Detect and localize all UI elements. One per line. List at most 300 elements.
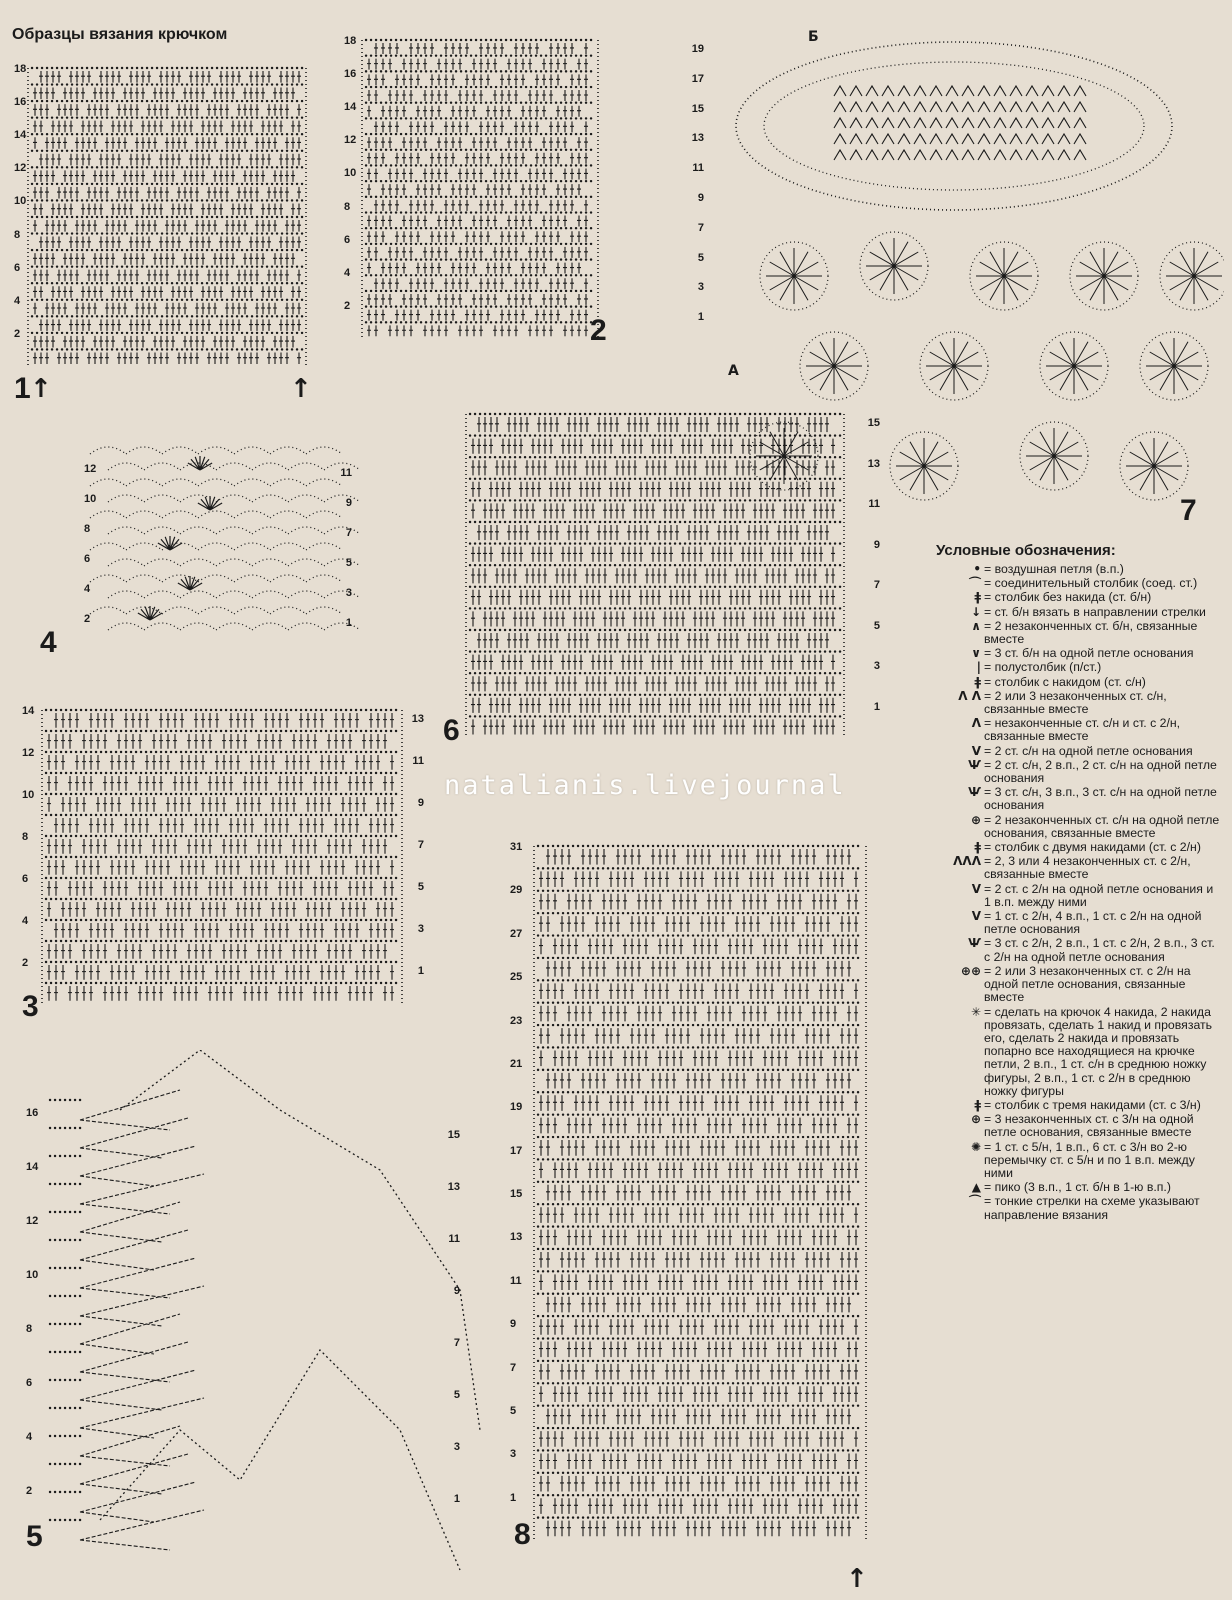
row-number-label: 7: [345, 527, 352, 539]
chart-5: [20, 1050, 490, 1600]
stitch-row: [367, 153, 588, 164]
row-number-label: 16: [14, 96, 27, 109]
stitch-row: [367, 184, 581, 195]
legend-item: [922, 577, 1222, 590]
row-number-label: 27: [510, 927, 523, 940]
stitch-row: [539, 1498, 858, 1514]
arch-row: [108, 559, 360, 566]
motif-spokes: [866, 238, 922, 294]
stitch-row: [539, 1319, 858, 1335]
row-number-label: 16: [26, 1107, 39, 1119]
arch-row: [90, 543, 342, 550]
legend-text: = столбик с двумя накидами (ст. с 2/н): [984, 841, 1201, 854]
row-number-label: 12: [22, 747, 35, 759]
stitch-row: [539, 894, 858, 910]
stitch-row: [834, 134, 1086, 144]
stitch-row: [33, 203, 301, 215]
legend-text: = 3 незаконченных ст. с 3/н на одной петле основания, связанные вместе: [984, 1113, 1222, 1139]
legend-item: [922, 1006, 1222, 1098]
legend-item: [922, 1113, 1222, 1139]
arch-row: [108, 591, 360, 598]
page-title: Образцы вязания крючком: [12, 26, 228, 43]
stitch-row: [546, 1409, 851, 1425]
stitch-row: [471, 719, 835, 734]
stitch-row: [47, 839, 387, 854]
stitch-row: [539, 1364, 858, 1380]
arch-row: [90, 511, 342, 518]
stitch-row: [33, 137, 301, 149]
chart-3-drawing: [22, 704, 424, 1020]
legend-symbol-icon: ✺: [970, 1139, 981, 1154]
stitch-row: [471, 655, 835, 670]
legend-symbol-icon: V: [971, 909, 981, 924]
row-number-label: 5: [510, 1404, 517, 1417]
legend-text: = 2 или 3 незаконченных ст. с 2/н на одной петле основания, связанные вместе: [984, 965, 1222, 1005]
stitch-row: [39, 319, 301, 331]
row-number-label: 7: [510, 1361, 517, 1374]
row-number-label: 15: [447, 1129, 460, 1141]
row-number-label: 13: [510, 1231, 523, 1244]
legend-symbol-icon: V: [971, 743, 981, 758]
arch-row: [108, 463, 360, 470]
row-number-label: 2: [14, 327, 21, 340]
row-number-label: 13: [867, 457, 880, 470]
chart-3: [22, 704, 424, 1020]
stitch-row: [539, 1095, 858, 1111]
stitch-row: [539, 1476, 858, 1492]
row-number-label: 5: [345, 557, 352, 569]
legend-text: = полустолбик (п/ст.): [984, 661, 1101, 674]
row-number-label: 9: [417, 797, 424, 809]
row-number-label: 7: [417, 839, 424, 851]
arch-row: [108, 527, 360, 534]
legend-item: [922, 563, 1222, 576]
stitch-row: [54, 818, 394, 833]
legend-text: = 3 ст. б/н на одной петле основания: [984, 647, 1194, 660]
row-number-label: 10: [26, 1269, 39, 1281]
stitch-row: [471, 460, 835, 475]
legend-symbol-icon: ⌒: [968, 576, 981, 591]
row-number-label: 10: [14, 195, 27, 208]
arch-row: [90, 607, 342, 614]
fan-stitches: [80, 1258, 196, 1298]
row-number-label: 5: [417, 881, 424, 893]
stitch-row: [54, 713, 394, 728]
legend-text: = 1 ст. с 5/н, 1 в.п., 6 ст. с 3/н во 2-ю перемычку ст. с 5/н и по 1 в.п. между ними: [984, 1141, 1222, 1181]
row-number-label: 15: [510, 1188, 523, 1200]
row-number-label: 9: [873, 538, 880, 551]
motif-spokes: [766, 248, 822, 304]
row-number-label: 6: [344, 233, 351, 246]
legend-text: = незаконченные ст. с/н и ст. с 2/н, связанные вместе: [984, 717, 1222, 743]
chart-8-drawing: [510, 840, 890, 1560]
motif-spokes: [976, 248, 1032, 304]
chart-1-drawing: [14, 60, 314, 390]
row-number-label: 17: [510, 1144, 523, 1157]
row-number-label: 6: [22, 873, 29, 885]
fan-stitches: [80, 1510, 204, 1550]
stitch-row: [546, 1521, 851, 1537]
stitch-row: [33, 121, 301, 133]
legend-text: = соединительный столбик (соед. ст.): [984, 577, 1197, 590]
legend-item: [922, 814, 1222, 840]
legend-text: = воздушная петля (в.п.): [984, 563, 1124, 576]
row-number-label: 14: [22, 705, 35, 717]
chart-4: [60, 440, 360, 660]
row-number-label: 12: [344, 134, 357, 147]
stitch-row: [47, 860, 394, 875]
stitch-row: [33, 170, 295, 182]
row-number-label: 4: [344, 266, 351, 279]
stitch-row: [367, 90, 588, 101]
motif-spokes: [1126, 438, 1182, 494]
fan-stitches: [80, 1426, 180, 1466]
stitch-row: [477, 417, 829, 432]
stitch-row: [539, 1453, 858, 1469]
chart-4-drawing: [60, 440, 360, 660]
legend-symbol-icon: ǂ: [974, 840, 981, 855]
row-number-label: 9: [453, 1285, 460, 1297]
stitch-row: [546, 1073, 851, 1089]
legend-item: [922, 965, 1222, 1005]
legend: [922, 542, 1222, 1223]
motif-spokes: [926, 338, 982, 394]
stitch-row: [539, 1431, 858, 1447]
legend-text: = 2 незаконченных ст. б/н, связанные вместе: [984, 620, 1222, 646]
legend-symbol-icon: ⊕⊕: [960, 963, 981, 978]
row-number-label: 10: [22, 789, 35, 801]
row-number-label: 10: [344, 167, 357, 180]
arrow-b-label: Б: [808, 29, 819, 45]
legend-item: [922, 690, 1222, 716]
legend-item: [922, 1181, 1222, 1194]
motif-spokes: [1026, 428, 1082, 484]
stitch-row: [539, 939, 858, 955]
stitch-row: [367, 294, 588, 305]
legend-text: = столбик без накида (ст. б/н): [984, 591, 1151, 604]
motif-spokes: [1046, 338, 1102, 394]
stitch-row: [39, 154, 301, 166]
stitch-row: [539, 1028, 858, 1044]
row-number-label: 1: [510, 1491, 517, 1504]
stitch-row: [367, 59, 588, 70]
stitch-row: [47, 965, 394, 980]
legend-item: [922, 591, 1222, 604]
stitch-row: [367, 216, 588, 227]
row-number-label: 31: [510, 841, 523, 853]
arch-row: [90, 575, 342, 582]
chart-5-number: 5: [26, 1520, 43, 1553]
legend-item: [922, 676, 1222, 689]
legend-symbol-icon: ǂ: [974, 674, 981, 689]
row-number-label: 7: [873, 579, 880, 591]
row-number-label: 3: [453, 1441, 460, 1453]
row-number-label: 13: [447, 1181, 460, 1193]
motif-spokes: [1076, 248, 1132, 304]
stitch-row: [33, 286, 301, 298]
stitch-row: [546, 1185, 851, 1201]
row-number-label: 12: [14, 162, 27, 175]
stitch-row: [539, 1252, 858, 1268]
stitch-row: [39, 237, 301, 249]
legend-item: [922, 855, 1222, 881]
legend-text: = пико (3 в.п., 1 ст. б/н в 1-ю в.п.): [984, 1181, 1171, 1194]
chart-2-drawing: [344, 30, 704, 350]
row-number-label: 18: [14, 63, 27, 75]
legend-symbol-icon: V: [971, 881, 981, 896]
fan-stitches: [80, 1286, 204, 1326]
legend-title: Условные обозначения:: [936, 542, 1116, 559]
stitch-row: [471, 439, 835, 454]
legend-text: = 3 ст. с/н, 3 в.п., 3 ст. с/н на одной петле основания: [984, 786, 1222, 812]
row-number-label: 11: [340, 467, 352, 479]
stitch-row: [367, 106, 581, 117]
row-number-label: 2: [26, 1485, 33, 1497]
legend-symbol-icon: ΛΛΛ: [953, 854, 981, 869]
row-number-label: 9: [697, 192, 704, 204]
legend-symbol-icon: ∧: [971, 618, 981, 633]
stitch-row: [33, 336, 295, 348]
legend-symbol-icon: ⊕: [970, 1112, 981, 1127]
legend-symbol-icon: ǂ: [974, 1097, 981, 1112]
legend-text: = 3 ст. с 2/н, 2 в.п., 1 ст. с 2/н, 2 в.п., 3 ст. с 2/н на одной петле основания: [984, 937, 1222, 963]
row-number-label: 4: [84, 583, 91, 595]
legend-item: [922, 1141, 1222, 1181]
legend-item: [922, 717, 1222, 743]
row-number-label: 11: [692, 162, 704, 175]
motif-spokes: [1166, 248, 1222, 304]
stitch-row: [47, 734, 387, 749]
row-number-label: 7: [697, 221, 704, 234]
chart-5-drawing: [20, 1050, 490, 1600]
stitch-row: [367, 168, 588, 179]
stitch-row: [367, 137, 588, 148]
stitch-row: [33, 104, 301, 116]
fan-motif: [178, 576, 202, 590]
stitch-row: [471, 611, 835, 626]
row-number-label: 11: [448, 1233, 460, 1245]
row-number-label: 7: [453, 1337, 460, 1349]
fan-stitches: [80, 1482, 196, 1522]
stitch-row: [367, 74, 588, 85]
chart-8-number: 8: [514, 1518, 531, 1551]
legend-item: [922, 786, 1222, 812]
legend-text: = столбик с накидом (ст. с/н): [984, 676, 1146, 689]
arch-row: [108, 623, 360, 630]
stitch-row: [374, 200, 588, 211]
row-number-label: 1: [697, 311, 704, 324]
row-number-label: 19: [691, 43, 704, 55]
stitch-row: [539, 916, 858, 932]
stitch-row: [367, 231, 588, 242]
row-number-label: 14: [26, 1161, 39, 1173]
row-number-label: 16: [344, 68, 357, 81]
stitch-row: [471, 676, 835, 691]
row-number-label: 8: [22, 831, 29, 843]
stitch-row: [539, 1162, 858, 1178]
fan-stitches: [80, 1370, 196, 1410]
legend-text: = 2 ст. с/н на одной петле основания: [984, 745, 1193, 758]
stitch-row: [471, 568, 835, 583]
legend-symbol-icon: ⊕: [970, 812, 981, 827]
fan-stitches: [80, 1118, 188, 1158]
stitch-row: [47, 776, 394, 791]
row-number-label: 8: [344, 200, 351, 213]
row-number-label: 19: [510, 1101, 523, 1114]
fan-stitches: [80, 1174, 204, 1214]
chart-6: [460, 408, 880, 758]
row-number-label: 9: [510, 1318, 517, 1331]
stitch-row: [834, 150, 1086, 160]
legend-text: = сделать на крючок 4 накида, 2 накида провязать, сделать 1 накид и провязать его, сделать 2 накида и провязать попарно все находящиеся на крючке петли, 2 в.п., 1 ст. с/н в среднюю ножку фигуры, 2 в.п., 1 ст. с 2/н в среднюю ножку фигуры: [984, 1006, 1222, 1098]
row-number-label: 1: [417, 965, 424, 977]
stitch-row: [477, 633, 829, 648]
stitch-row: [33, 253, 295, 265]
stitch-row: [367, 247, 588, 258]
legend-symbol-icon: ✳: [970, 1004, 981, 1019]
fan-stitches: [80, 1314, 180, 1354]
stitch-row: [471, 698, 835, 713]
motif-spokes: [806, 338, 862, 394]
legend-item: [922, 910, 1222, 936]
legend-symbol-icon: Ѱ: [968, 936, 981, 951]
stitch-row: [539, 1140, 858, 1156]
stitch-row: [47, 986, 394, 1001]
row-number-label: 5: [873, 619, 880, 632]
legend-item: [922, 883, 1222, 909]
legend-item: [922, 759, 1222, 785]
chart-7-number: 7: [1180, 494, 1197, 527]
stitch-row: [47, 902, 394, 917]
legend-symbol-icon: Ѱ: [968, 785, 981, 800]
row-number-label: 4: [22, 915, 29, 927]
chart-1: [14, 60, 314, 390]
stitch-row: [546, 849, 851, 865]
row-number-label: 11: [510, 1274, 522, 1287]
stitch-row: [539, 1006, 858, 1022]
legend-item: [922, 1099, 1222, 1112]
stitch-row: [539, 1342, 858, 1358]
stitch-row: [47, 881, 394, 896]
chart-2: [344, 30, 704, 350]
arrow-up-icon: ↑: [30, 374, 52, 404]
legend-item: [922, 620, 1222, 646]
row-number-label: 13: [691, 132, 704, 145]
stitch-row: [834, 102, 1086, 112]
fan-stitches: [80, 1398, 204, 1438]
row-number-label: 1: [345, 617, 352, 629]
row-number-label: 3: [873, 660, 880, 672]
legend-item: [922, 937, 1222, 963]
legend-text: = 2 ст. с 2/н на одной петле основания и 1 в.п. между ними: [984, 883, 1222, 909]
fan-stitches: [80, 1202, 180, 1242]
stitch-row: [834, 86, 1086, 96]
stitch-row: [54, 923, 394, 938]
row-number-label: 14: [14, 129, 27, 142]
arrow-up-icon: ↑: [290, 374, 312, 404]
arch-row: [90, 479, 342, 486]
oval-inner: [764, 62, 1144, 190]
row-number-label: 5: [697, 251, 704, 264]
chart-6-number: 6: [443, 714, 460, 747]
legend-text: = тонкие стрелки на схеме указывают направление вязания: [984, 1195, 1222, 1221]
stitch-row: [539, 1230, 858, 1246]
row-number-label: 23: [510, 1014, 523, 1027]
row-number-label: 8: [26, 1323, 33, 1335]
chart-8: [510, 840, 890, 1560]
stitch-row: [374, 278, 588, 289]
stitch-row: [539, 871, 858, 887]
stitch-row: [47, 797, 394, 812]
stitch-row: [367, 310, 588, 321]
legend-symbol-icon: Ѱ: [968, 757, 981, 772]
fan-motif: [158, 536, 182, 550]
legend-text: = столбик с тремя накидами (ст. с 3/н): [984, 1099, 1201, 1112]
stitch-row: [33, 220, 301, 232]
row-number-label: 18: [344, 35, 357, 47]
row-number-label: 6: [14, 261, 21, 274]
stitch-row: [33, 303, 301, 315]
motif-spokes: [1146, 338, 1202, 394]
stitch-row: [374, 43, 588, 54]
stitch-row: [47, 944, 387, 959]
legend-symbol-icon: •: [973, 562, 981, 576]
fan-motif: [188, 456, 212, 470]
row-number-label: 2: [22, 957, 29, 969]
stitch-row: [471, 547, 835, 562]
chart-6-drawing: [460, 408, 880, 758]
legend-text: = 2, 3 или 4 незаконченных ст. с 2/н, связанные вместе: [984, 855, 1222, 881]
row-number-label: 8: [84, 523, 91, 535]
legend-text: = 1 ст. с 2/н, 4 в.п., 1 ст. с 2/н на одной петле основания: [984, 910, 1222, 936]
arch-row: [108, 495, 360, 502]
stitch-row: [546, 1297, 851, 1313]
legend-item: [922, 745, 1222, 758]
stitch-row: [367, 325, 588, 336]
legend-text: = 2 ст. с/н, 2 в.п., 2 ст. с/н на одной петле основания: [984, 759, 1222, 785]
chart-1-number: 1: [14, 372, 31, 405]
legend-symbol-icon: Λ: [971, 716, 981, 731]
row-number-label: 21: [510, 1057, 523, 1070]
edge-contour: [100, 1350, 460, 1570]
legend-item: [922, 661, 1222, 674]
stitch-row: [374, 121, 588, 132]
legend-items: [922, 563, 1222, 1222]
stitch-row: [539, 983, 858, 999]
fan-stitches: [80, 1230, 188, 1270]
stitch-row: [539, 1050, 858, 1066]
row-number-label: 3: [697, 281, 704, 294]
watermark: natalianis.livejournal: [444, 770, 846, 801]
legend-symbol-icon: ▲: [971, 1180, 981, 1195]
edge-contour: [120, 1050, 480, 1430]
arrow-a-label: А: [728, 363, 739, 379]
stitch-row: [539, 1274, 858, 1290]
fan-stitches: [80, 1342, 188, 1382]
fan-stitches: [80, 1454, 188, 1494]
fan-stitches: [80, 1090, 180, 1130]
legend-symbol-icon: Λ Λ: [958, 688, 981, 703]
legend-symbol-icon: ∨: [971, 646, 981, 661]
row-number-label: 17: [691, 72, 704, 85]
stitch-row: [33, 270, 301, 282]
row-number-label: 25: [510, 971, 523, 984]
row-number-label: 15: [691, 102, 704, 115]
row-number-label: 29: [510, 884, 523, 897]
stitch-row: [39, 71, 301, 83]
stitch-row: [367, 263, 581, 274]
stitch-row: [33, 352, 301, 364]
